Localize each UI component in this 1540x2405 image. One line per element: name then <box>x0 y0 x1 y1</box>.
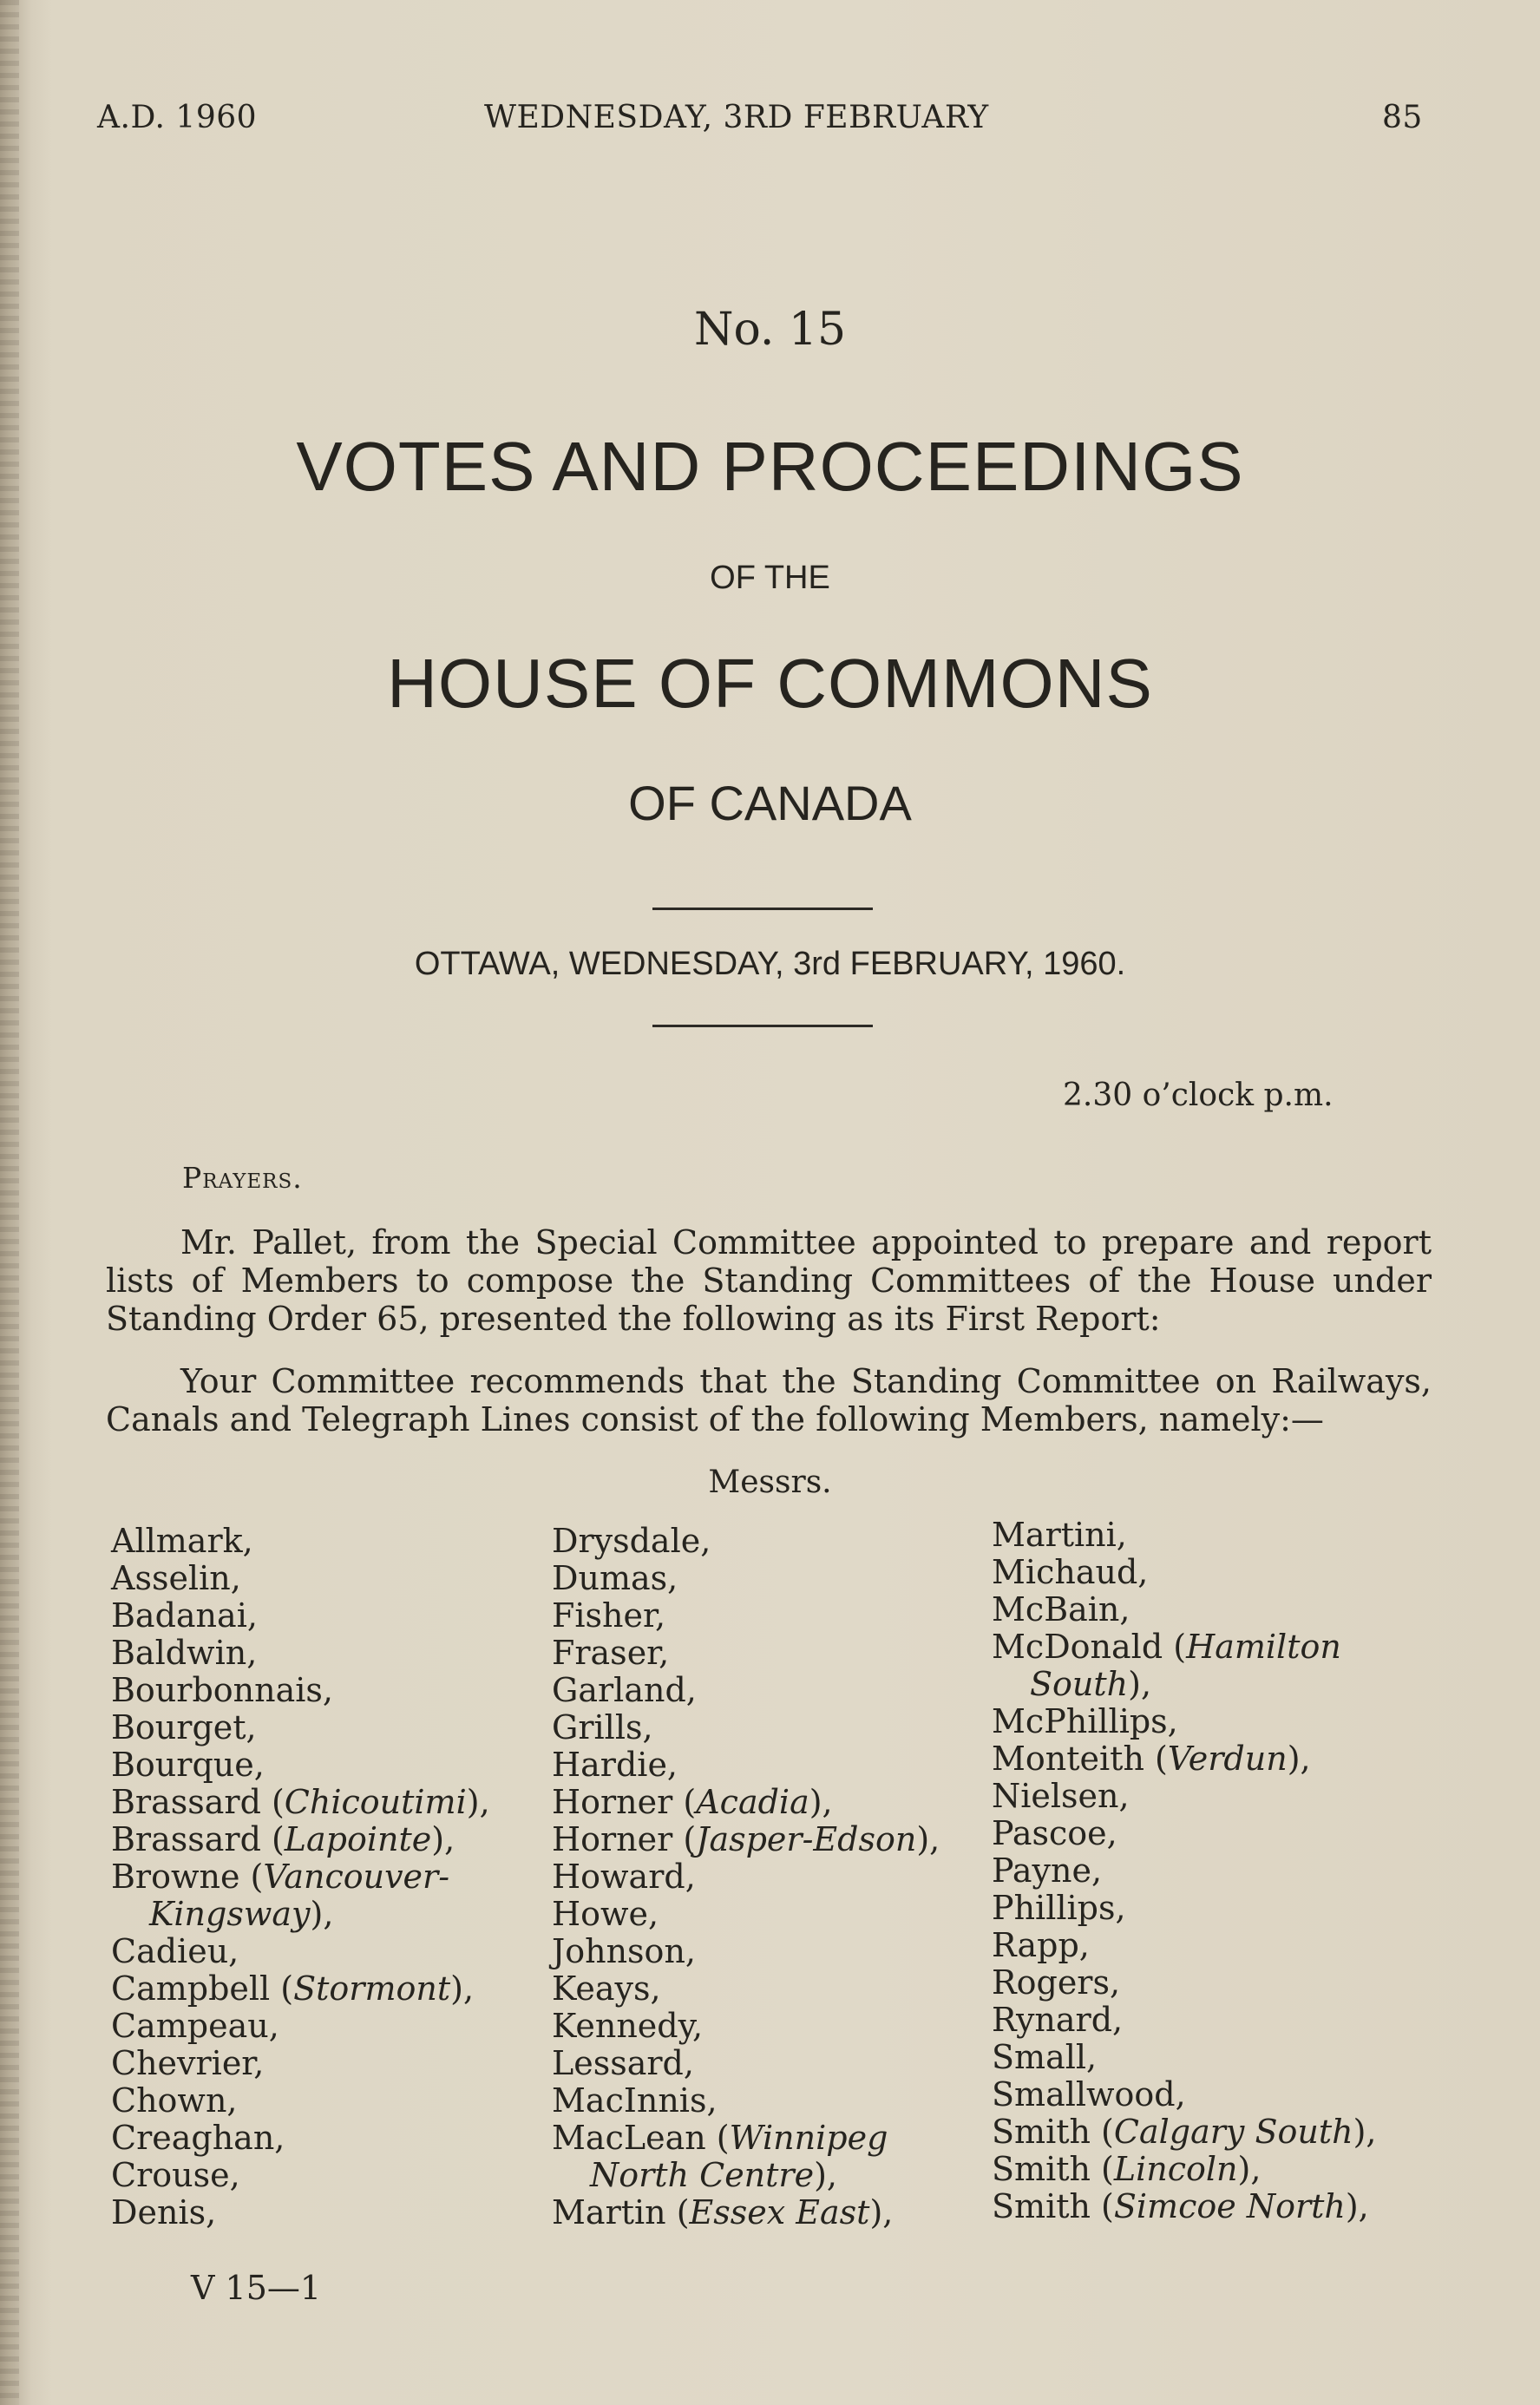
messrs-heading: Messrs. <box>708 1465 832 1500</box>
member-riding-close: ), <box>431 1820 455 1858</box>
member-name: Martini, <box>992 1516 1127 1554</box>
member-name: Browne ( <box>111 1858 264 1896</box>
member-name: Phillips, <box>992 1889 1126 1927</box>
member-riding-close: ), <box>814 2156 837 2194</box>
member-entry <box>992 2151 1377 2188</box>
member-entry <box>552 1597 940 1635</box>
member-name: Garland, <box>552 1671 697 1709</box>
member-name: Pascoe, <box>992 1814 1117 1852</box>
member-entry <box>552 1523 940 1560</box>
member-riding: Lincoln <box>1113 2150 1238 2188</box>
member-entry <box>552 1933 940 1970</box>
running-header-date: WEDNESDAY, 3RD FEBRUARY <box>484 100 989 135</box>
member-name: Rogers, <box>992 1963 1121 2002</box>
member-riding: Simcoe North <box>1113 2187 1346 2225</box>
member-riding: South <box>1030 1665 1129 1703</box>
member-entry <box>552 2045 940 2082</box>
member-name: Baldwin, <box>111 1634 258 1672</box>
member-name: Chevrier, <box>111 2044 265 2082</box>
member-entry <box>111 1933 490 1970</box>
member-name: MacInnis, <box>552 2081 718 2120</box>
member-riding: Verdun <box>1167 1740 1288 1778</box>
member-riding: Kingsway <box>149 1895 311 1933</box>
member-name: Brassard ( <box>111 1783 285 1821</box>
member-riding-close: ), <box>1237 2150 1261 2188</box>
member-entry <box>111 2045 490 2082</box>
member-riding: Vancouver- <box>263 1858 450 1896</box>
member-riding-close: ), <box>466 1783 490 1821</box>
book-binding-edge <box>0 0 19 2405</box>
member-name: Campbell ( <box>111 1969 294 2008</box>
member-entry <box>552 2082 940 2120</box>
member-entry <box>111 1560 490 1597</box>
member-entry <box>992 1517 1377 1554</box>
member-entry <box>552 1709 940 1746</box>
member-name: McBain, <box>992 1590 1130 1628</box>
member-riding-close: ), <box>869 2193 894 2231</box>
member-entry <box>992 2188 1377 2225</box>
member-entry <box>111 2194 490 2231</box>
member-name: Small, <box>992 2038 1098 2076</box>
member-name: Horner ( <box>552 1783 697 1821</box>
member-riding: Essex East <box>689 2193 870 2231</box>
member-name: Michaud, <box>992 1553 1149 1591</box>
member-entry <box>111 1858 490 1896</box>
title-of-canada: OF CANADA <box>628 776 912 830</box>
divider-bottom <box>652 1025 873 1027</box>
member-riding: Winnipeg <box>729 2119 888 2157</box>
member-riding: Acadia <box>696 1783 809 1821</box>
member-name: Martin ( <box>552 2193 690 2231</box>
member-name: McPhillips, <box>992 1702 1178 1740</box>
member-name: Smith ( <box>992 2113 1114 2151</box>
member-name: Payne, <box>992 1851 1103 1890</box>
member-entry <box>552 1746 940 1784</box>
member-entry <box>111 2008 490 2045</box>
members-column-1 <box>111 1523 490 2231</box>
member-name: Campeau, <box>111 2007 279 2045</box>
member-entry <box>111 1784 490 1821</box>
member-riding: North Centre <box>590 2156 815 2194</box>
member-riding-close: ), <box>1353 2113 1377 2151</box>
member-entry <box>992 1740 1377 1778</box>
member-entry <box>992 1703 1377 1740</box>
member-riding-close: ), <box>310 1895 334 1933</box>
member-entry <box>992 1554 1377 1591</box>
member-entry <box>992 1964 1377 2002</box>
member-entry <box>992 1778 1377 1815</box>
member-name: Rapp, <box>992 1926 1090 1964</box>
member-entry <box>992 2076 1377 2113</box>
running-header-year: A.D. 1960 <box>97 100 258 135</box>
member-riding: Hamilton <box>1186 1628 1341 1666</box>
member-entry <box>552 1635 940 1672</box>
member-name: Howard, <box>552 1858 696 1896</box>
member-name: Crouse, <box>111 2156 240 2194</box>
member-name: Chown, <box>111 2081 238 2120</box>
member-entry <box>111 1672 490 1709</box>
member-entry <box>111 1970 490 2008</box>
member-entry <box>111 1896 490 1933</box>
member-entry <box>552 1821 940 1858</box>
member-name: Monteith ( <box>992 1740 1168 1778</box>
divider-top <box>652 908 873 910</box>
member-entry <box>992 2113 1377 2151</box>
members-column-2 <box>552 1523 940 2231</box>
member-entry <box>992 1666 1377 1703</box>
member-entry <box>992 2039 1377 2076</box>
main-title: VOTES AND PROCEEDINGS <box>296 428 1244 505</box>
member-entry <box>111 1709 490 1746</box>
member-name: Nielsen, <box>992 1777 1130 1815</box>
member-entry <box>992 1890 1377 1927</box>
member-entry <box>552 2120 940 2157</box>
member-entry <box>111 2082 490 2120</box>
page-footer-signature: V 15—1 <box>191 2269 322 2307</box>
member-entry <box>111 1635 490 1672</box>
member-entry <box>552 2194 940 2231</box>
page-number: 85 <box>1382 100 1423 135</box>
member-entry <box>992 1628 1377 1666</box>
member-name: Bourque, <box>111 1746 265 1784</box>
member-riding: Jasper-Edson <box>696 1820 917 1858</box>
member-name: Badanai, <box>111 1596 258 1635</box>
member-name: Lessard, <box>552 2044 694 2082</box>
member-name: Dumas, <box>552 1559 678 1597</box>
member-entry <box>111 2157 490 2194</box>
member-entry <box>992 1927 1377 1964</box>
member-entry <box>552 2157 940 2194</box>
member-name: Drysdale, <box>552 1522 711 1560</box>
member-entry <box>992 2002 1377 2039</box>
member-entry <box>992 1815 1377 1852</box>
prayers-heading: Prayers. <box>182 1161 303 1195</box>
member-name: Brassard ( <box>111 1820 285 1858</box>
member-entry <box>992 1591 1377 1628</box>
member-riding-close: ), <box>1345 2187 1369 2225</box>
member-name: Asselin, <box>111 1559 241 1597</box>
member-riding: Stormont <box>293 1969 451 2008</box>
title-of-the: OF THE <box>710 560 830 596</box>
member-name: Hardie, <box>552 1746 678 1784</box>
member-name: Bourget, <box>111 1708 257 1746</box>
member-riding-close: ), <box>450 1969 475 2008</box>
member-riding-close: ), <box>1287 1740 1311 1778</box>
members-column-3 <box>992 1517 1377 2225</box>
member-entry <box>111 1746 490 1784</box>
member-riding: Chicoutimi <box>284 1783 467 1821</box>
member-name: Johnson, <box>552 1932 696 1970</box>
member-name: Creaghan, <box>111 2119 285 2157</box>
member-entry <box>111 1523 490 1560</box>
member-name: Fraser, <box>552 1634 670 1672</box>
member-name: Smith ( <box>992 2150 1114 2188</box>
member-entry <box>111 1821 490 1858</box>
member-entry <box>552 1858 940 1896</box>
member-entry <box>552 1560 940 1597</box>
member-riding: Lapointe <box>284 1820 432 1858</box>
sitting-date: OTTAWA, WEDNESDAY, 3rd FEBRUARY, 1960. <box>414 946 1126 982</box>
member-riding-close: ), <box>809 1783 833 1821</box>
member-name: Cadieu, <box>111 1932 239 1970</box>
member-entry <box>111 2120 490 2157</box>
member-entry <box>552 1672 940 1709</box>
issue-number: No. 15 <box>693 304 847 356</box>
member-name: MacLean ( <box>552 2119 730 2157</box>
member-name: Bourbonnais, <box>111 1671 333 1709</box>
member-name: Grills, <box>552 1708 653 1746</box>
report-paragraph: Mr. Pallet, from the Special Committee appointed to prepare and report lists of Members to compose the Standing Committees of the House under Standing Order 65, presented the following as its First Report: <box>106 1223 1432 1338</box>
title-house: HOUSE OF COMMONS <box>387 645 1153 722</box>
member-riding-close: ), <box>916 1820 940 1858</box>
member-name: Rynard, <box>992 2001 1124 2039</box>
member-riding: Calgary South <box>1113 2113 1353 2151</box>
member-entry <box>992 1852 1377 1890</box>
member-name: Allmark, <box>111 1522 253 1560</box>
member-name: McDonald ( <box>992 1628 1187 1666</box>
member-name: Kennedy, <box>552 2007 704 2045</box>
member-name: Denis, <box>111 2193 217 2231</box>
recommendation-paragraph: Your Committee recommends that the Standing Committee on Railways, Canals and Telegraph Lines consist of the following Members, namely:— <box>106 1362 1432 1438</box>
member-name: Howe, <box>552 1895 659 1933</box>
member-name: Horner ( <box>552 1820 697 1858</box>
member-entry <box>552 2008 940 2045</box>
member-entry <box>552 1970 940 2008</box>
member-entry <box>111 1597 490 1635</box>
member-riding-close: ), <box>1128 1665 1152 1703</box>
member-name: Fisher, <box>552 1596 666 1635</box>
member-entry <box>552 1896 940 1933</box>
member-name: Smith ( <box>992 2187 1114 2225</box>
member-name: Keays, <box>552 1969 661 2008</box>
sitting-time: 2.30 o’clock p.m. <box>1063 1078 1334 1113</box>
member-name: Smallwood, <box>992 2075 1186 2113</box>
member-entry <box>552 1784 940 1821</box>
